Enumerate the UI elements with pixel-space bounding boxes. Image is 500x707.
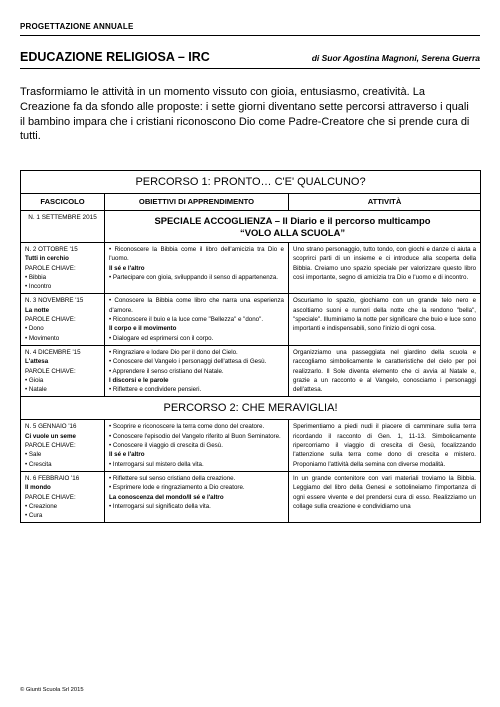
field-of-experience: La conoscenza del mondo/Il sé e l'altro xyxy=(109,493,224,501)
plan-table xyxy=(20,170,481,523)
issue-title: La notte xyxy=(25,306,50,314)
fascicolo-cell xyxy=(21,345,105,396)
objective: • Conoscere il viaggio di crescita di Gesù. xyxy=(109,442,223,450)
keywords-label: PAROLE CHIAVE: xyxy=(25,367,76,375)
document-authors: di Suor Agostina Magnoni, Serena Guerra xyxy=(311,53,480,63)
issue-title: L'attesa xyxy=(25,358,49,366)
attivita-cell: Oscuriamo lo spazio, giochiamo con un grande telo nero e ascoltiamo suoni e rumori della notte che la rendono "bella", "speciale". Illuminiamo la notte per significare che buio e luce sono importanti e indispensabili, sono l'inizio di ogni cosa. xyxy=(289,294,481,345)
objective: • Conoscere del Vangelo i personaggi dell'attesa di Gesù. xyxy=(109,358,267,366)
special-row xyxy=(21,211,481,243)
fascicolo-cell xyxy=(21,243,105,294)
keyword: • Movimento xyxy=(25,334,60,342)
percorso-1-title: PERCORSO 1: PRONTO… C'E' QUALCUNO? xyxy=(21,171,481,194)
objective: • Riflettere e condividere pensieri. xyxy=(109,386,202,394)
issue-title: Ci vuole un seme xyxy=(25,432,76,440)
obiettivi-cell xyxy=(105,294,289,345)
objective: • Esprimere lode e ringraziamento a Dio creatore. xyxy=(109,484,245,492)
objective: • Dialogare ed esprimersi con il corpo. xyxy=(109,334,214,342)
column-headers xyxy=(21,194,481,211)
objective: • Apprendere il senso cristiano del Natale. xyxy=(109,367,224,375)
special-title xyxy=(105,211,481,243)
issue-title: Il mondo xyxy=(25,484,51,492)
special-date: N. 1 SETTEMBRE 2015 xyxy=(21,211,105,243)
table-row xyxy=(21,420,481,471)
attivita-cell: In un grande contenitore con vari materiali troviamo la Bibbia. Leggiamo del libro della Genesi e sottolineiamo l'importanza di ogni essere vivente e del prendersi cura di esso. Realizziamo un collage sulla creazione e condividiamo una xyxy=(289,471,481,522)
fascicolo-cell xyxy=(21,471,105,522)
objective: • Partecipare con gioia, sviluppando il senso di appartenenza. xyxy=(109,273,278,281)
objective: • Conoscere la Bibbia come libro che narra una esperienza d'amore. xyxy=(109,297,284,314)
keywords-label: PAROLE CHIAVE: xyxy=(25,442,76,450)
keywords-label: PAROLE CHIAVE: xyxy=(25,493,76,501)
keyword: • Natale xyxy=(25,386,47,394)
obiettivi-cell xyxy=(105,243,289,294)
copyright-footer: © Giunti Scuola Srl 2015 xyxy=(20,687,84,693)
table-row xyxy=(21,243,481,294)
percorso-2-title: PERCORSO 2: CHE MERAVIGLIA! xyxy=(21,397,481,420)
col-attivita: ATTIVITÀ xyxy=(289,194,481,211)
keywords-label: PAROLE CHIAVE: xyxy=(25,264,76,272)
col-fascicolo: FASCICOLO xyxy=(21,194,105,211)
table-row xyxy=(21,471,481,522)
objective: • Interrogarsi sul significato della vita. xyxy=(109,502,211,510)
keyword: • Incontro xyxy=(25,283,52,291)
intro-paragraph: Trasformiamo le attività in un momento vissuto con gioia, entusiasmo, creatività. La Creazione fa da sfondo alle proposte: i sette giorni diventano sette percorsi attraverso i quali il bambino impara che i cristiani riconoscono Dio come Padre-Creatore che si prende cura di tutti. xyxy=(20,86,470,143)
objective: • Riconoscere la Bibbia come il libro dell'amicizia tra Dio e l'uomo. xyxy=(109,246,284,263)
document-title: EDUCAZIONE RELIGIOSA – IRC xyxy=(20,50,210,64)
objective: • Riconoscere il buio e la luce come "Bellezza" e "dono". xyxy=(109,316,264,324)
fascicolo-cell xyxy=(21,294,105,345)
keyword: • Sale xyxy=(25,451,42,459)
keyword: • Creazione xyxy=(25,502,58,510)
issue-date: N. 3 NOVEMBRE '15 xyxy=(25,297,84,305)
keyword: • Gioia xyxy=(25,376,44,384)
issue-date: N. 6 FEBBRAIO '16 xyxy=(25,474,80,482)
issue-date: N. 2 OTTOBRE '15 xyxy=(25,246,78,253)
objective: • Ringraziare e lodare Dio per il dono del Cielo. xyxy=(109,348,238,356)
special-title-line2: “VOLO ALLA SCUOLA” xyxy=(240,226,346,238)
obiettivi-cell xyxy=(105,345,289,396)
keyword: • Cura xyxy=(25,512,43,520)
header-divider xyxy=(20,35,480,36)
issue-date: N. 5 GENNAIO '16 xyxy=(25,423,77,431)
issue-title: Tutti in cerchio xyxy=(25,255,69,263)
obiettivi-cell xyxy=(105,420,289,471)
keywords-label: PAROLE CHIAVE: xyxy=(25,316,76,324)
table-row xyxy=(21,345,481,396)
field-of-experience: I discorsi e le parole xyxy=(109,376,169,384)
document-header-label: PROGETTAZIONE ANNUALE xyxy=(20,22,134,31)
table-row xyxy=(21,294,481,345)
objective: • Interrogarsi sul mistero della vita. xyxy=(109,460,204,468)
issue-date: N. 4 DICEMBRE '15 xyxy=(25,348,81,356)
col-obiettivi: OBIETTIVI DI APPRENDIMENTO xyxy=(105,194,289,211)
keyword: • Crescita xyxy=(25,460,52,468)
fascicolo-cell xyxy=(21,420,105,471)
attivita-cell: Uno strano personaggio, tutto tondo, con giochi e danze ci aiuta a scoprirci parti di un insieme e ci introduce alla scoperta della Bibbia. Creiamo uno spazio speciale per valorizzare questo libro così importante, segno di amicizia tra Dio e l'uomo e di incontro. xyxy=(289,243,481,294)
keyword: • Dono xyxy=(25,325,44,333)
objective: • Conoscere l'episodio del Vangelo riferito al Buon Seminatore. xyxy=(109,432,281,440)
objective: • Riflettere sul senso cristiano della creazione. xyxy=(109,474,236,482)
keyword: • Bibbia xyxy=(25,273,47,281)
attivita-cell: Organizziamo una passeggiata nel giardino della scuola e raccogliamo simbolicamente le caratteristiche del cielo per poi realizzarlo. Il Sole diventa elemento che ci avvia al Natale e, grazie a un racconto e al Vangelo, conosciamo i personaggi dell'attesa. xyxy=(289,345,481,396)
objective: • Scoprire e riconoscere la terra come dono del creatore. xyxy=(109,423,265,431)
attivita-cell: Sperimentiamo a piedi nudi il piacere di camminare sulla terra ricordando il racconto di Gen. 1, 11-13. Simbolicamente ripercorriamo il viaggio di crescita di Gesù, focalizzando l'attenzione sulla terra come dono di crescita e mistero. Proponiamo l'attività della semina con diverse modalità. xyxy=(289,420,481,471)
field-of-experience: Il sé e l'altro xyxy=(109,451,145,459)
special-title-line1: SPECIALE ACCOGLIENZA – Il Diario e il percorso multicampo xyxy=(154,215,431,226)
title-divider xyxy=(20,68,480,69)
obiettivi-cell xyxy=(105,471,289,522)
field-of-experience: Il corpo e il movimento xyxy=(109,325,177,333)
field-of-experience: Il sé e l'altro xyxy=(109,264,145,272)
